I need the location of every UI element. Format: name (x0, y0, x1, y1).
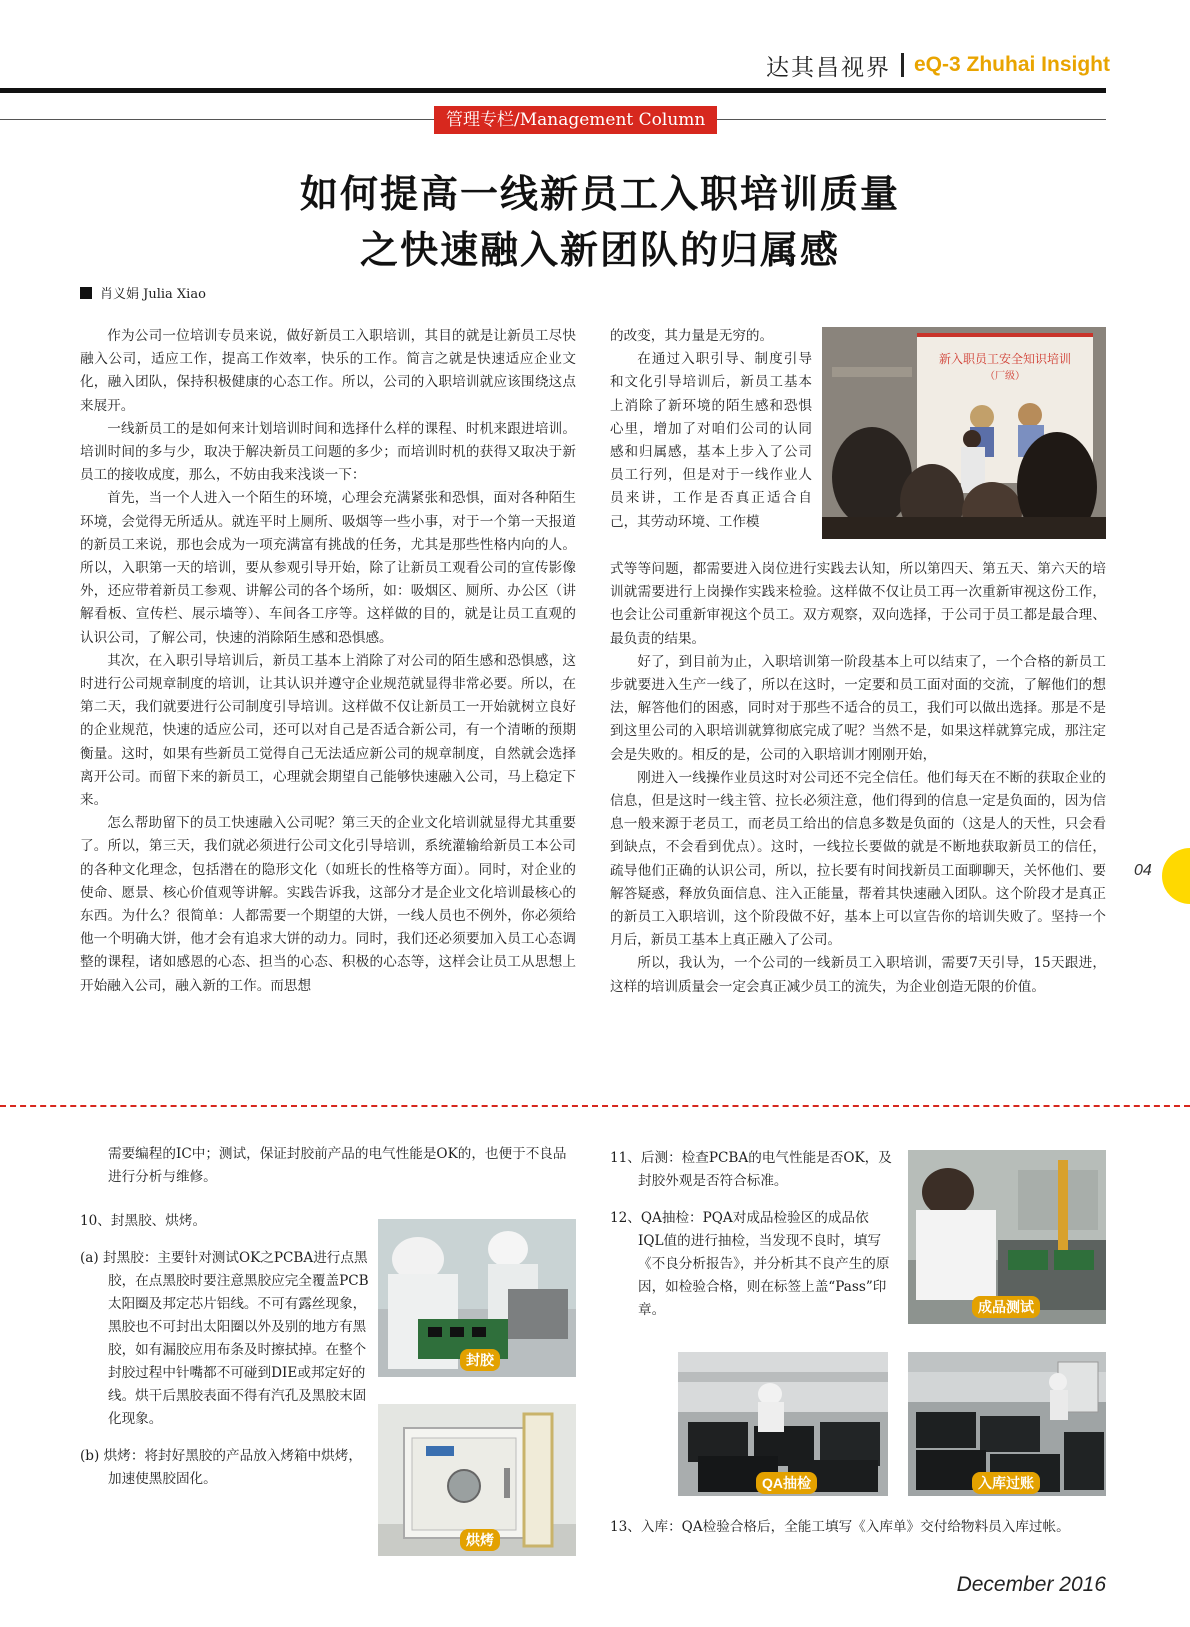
article-column-right-bottom (610, 558, 1106, 999)
paragraph: 式等等问题，都需要进入岗位进行实践去认知，所以第四天、第五天、第六天的培训就需要进行上岗操作实践来检验。这样做不仅让员工再一次重新审视这份工作，也会让公司重新审视这个员工。双方观察，双向选择，于公司于员工都是最合理、最负责的结果。 (610, 561, 1106, 647)
paragraph: 所以，我认为，一个公司的一线新员工入职培训，需要7天引导，15天跟进，这样的培训质量会一定会真正减少员工的流失，为企业创造无限的价值。 (610, 955, 1106, 995)
article-title (140, 166, 1060, 278)
masthead-english: eQ-3 Zhuhai Insight (913, 53, 1110, 76)
process-steps-right (610, 1147, 892, 1336)
issue-date: December 2016 (956, 1573, 1106, 1596)
step-10b: (b) 烘烤：将封好黑胶的产品放入烤箱中烘烤，加速使黑胶固化。 (80, 1448, 362, 1487)
paragraph: 作为公司一位培训专员来说，做好新员工入职培训，其目的就是让新员工尽快融入公司，适应工作，提高工作效率，快乐的工作。简言之就是快速适应企业文化，融入团队，保持积极健康的心态工作。所以，公司的入职培训就应该围绕这点来展开。 (80, 328, 576, 414)
paragraph: 怎么帮助留下的员工快速融入公司呢？第三天的企业文化培训就显得尤其重要了。所以，第三天，我们就必须进行公司文化引导培训，系统灌输给新员工本公司的各种文化理念，包括潜在的隐形文化（如班长的性格等方面）。同时，对企业的使命、愿景、核心价值观等讲解。实践告诉我，这部分才是企业文化培训最核心的东西。为什么？很简单：人都需要一个期望的大饼，一线人员也不例外，你必须给他一个明确大饼，他才会有追求大饼的动力。同时，我们还必须要加入员工心态调整的课程，诸如感恩的心态、担当的心态、积极的心态等，这样会让员工从思想上开始融入公司，融入新的工作。而思想 (80, 815, 576, 994)
paragraph: 一线新员工的是如何来计划培训时间和选择什么样的课程、时机来跟进培训。培训时间的多与少，取决于解决新员工问题的多少；而培训时机的获得又取决于新员工的接收成度，那么，不妨由我来浅谈一下： (80, 420, 576, 484)
qa-check-photo (678, 1352, 888, 1496)
header-rule (0, 88, 1106, 93)
screen-title-text: 新入职员工安全知识培训 (938, 352, 1072, 366)
author-name: 肖义娟 Julia Xiao (100, 287, 206, 302)
caption-warehouse: 入库过账 (972, 1472, 1040, 1494)
baking-photo (378, 1404, 576, 1556)
process-steps-left (80, 1143, 576, 1203)
step-10a: (a) 封黑胶：主要针对测试OK之PCBA进行点黑胶，在点黑胶时要注意黑胶应完全覆盖PCB太阳圈及邦定芯片铝线。不可有露丝现象，黑胶也不可封出太阳圈以外及别的地方有黑胶，如有漏胶应用布条及时擦拭掉。在整个封胶过程中针嘴都不可碰到DIE或邦定好的线。烘干后黑胶表面不得有汽孔及黑胶末固化现象。 (80, 1250, 369, 1427)
process-steps-left-list (80, 1210, 370, 1505)
article-column-left (80, 325, 576, 998)
section-divider (0, 1105, 1190, 1107)
paragraph: 刚进入一线操作业员这时对公司还不完全信任。他们每天在不断的获取企业的信息，但是这时一线主管、拉长必须注意，他们得到的信息一定是负面的，因为信息一般来源于老员工，而老员工给出的信息多数是负面的（这是人的天性，只会看到缺点，不会看到优点）。这时，一线拉长要做的就是不断地获取新员工的信任，疏导他们正确的认识公司，所以，拉长要有时间找新员工面聊聊天，关怀他们、要解答疑惑，释放负面信息、注入正能量，帮着其快速融入团队。这个阶段才是真正的新员工入职培训，这个阶段做不好，基本上可以宣告你的培训失败了。坚持一个月后，新员工基本上真正融入了公司。 (610, 769, 1106, 949)
masthead-divider (901, 53, 904, 77)
caption-sealing: 封胶 (460, 1349, 500, 1371)
masthead-chinese: 达其昌视界 (765, 54, 891, 81)
byline (80, 283, 206, 302)
warehouse-photo (908, 1352, 1106, 1496)
page-number: 04 (1134, 862, 1152, 879)
process-step-13 (610, 1516, 1106, 1553)
paragraph: 好了，到目前为止，入职培训第一阶段基本上可以结束了，一个合格的新员工步就要进入生产一线了，所以在这时，一定要和员工面对面的交流，了解他们的想法，解答他们的困惑，同时对于那些不适合的员工，我们可以做出选择。那是不是到这里公司的入职培训就算彻底完成了呢？当然不是，如果这样就算完成，那注定会是失败的。相反的是，公司的入职培训才刚刚开始， (610, 653, 1106, 763)
training-session-photo (822, 327, 1106, 539)
step-11: 11、后测：检查PCBA的电气性能是否OK，及封胶外观是否符合标准。 (610, 1150, 892, 1189)
paragraph: 其次，在入职引导培训后，新员工基本上消除了对公司的陌生感和恐惧感，这时进行公司规章制度的培训，让其认识并遵守企业规范就显得非常必要。所以，在第二天，我们就要进行公司制度引导培训。这样做不仅让新员工一开始就树立良好的企业规范，快速的适应公司，还可以对自己是否适合新公司，有一个清晰的预期衡量。这时，如果有些新员工觉得自己无法适应新公司的规章制度，自然就会选择离开公司。而留下来的新员工，心理就会期望自己能够快速融入公司，马上稳定下来。 (80, 652, 576, 809)
masthead (760, 48, 1110, 82)
column-tag: 管理专栏/Management Column (434, 106, 717, 134)
paragraph: 在通过入职引导、制度引导和文化引导培训后，新员工基本上消除了新环境的陌生感和恐惧心里，增加了对咱们公司的认同感和归属感，基本上步入了公司员工行列，但是对于一线作业人员来讲，工作是否真正适合自己，其劳动环境、工作模 (610, 351, 812, 530)
paragraph: 首先，当一个人进入一个陌生的环境，心理会充满紧张和恐惧，面对各种陌生环境，会觉得无所适从。就连平时上厕所、吸烟等一些小事，对于一个第一天报道的新员工来说，那也会成为一项充满富有挑战的任务，尤其是那些性格内向的人。所以，入职第一天的培训，要从参观引导开始，除了让新员工观看公司的宣传影像外，还应带着新员工参观、讲解公司的各个场所，如：吸烟区、厕所、办公区（讲解看板、宣传栏、展示墙等）、车间各工序等。这样做的目的，就是让员工直观的认识公司，了解公司，快速的消除陌生感和恐惧感。 (80, 490, 576, 646)
paragraph: 的改变，其力量是无穷的。 (610, 328, 774, 344)
screen-subtitle-text: （厂级） (985, 371, 1025, 382)
caption-baking: 烘烤 (460, 1529, 500, 1551)
final-test-photo (908, 1150, 1106, 1324)
step-13: 13、入库：QA检验合格后，全能工填写《入库单》交付给物料员入库过帐。 (610, 1519, 1070, 1535)
caption-final-test: 成品测试 (972, 1296, 1040, 1318)
page-tab-marker (1162, 848, 1190, 904)
step-10: 10、封黑胶、烘烤。 (80, 1213, 207, 1229)
step-12: 12、QA抽检：PQA对成品检验区的成品依IQL值的进行抽检，当发现不良时，填写《不良分析报告》，并分析其不良产生的原因，如检验合格，则在标签上盖“Pass”印章。 (610, 1210, 890, 1318)
article-column-right-top (610, 325, 812, 534)
sealing-photo (378, 1219, 576, 1377)
title-line-2: 之快速融入新团队的归属感 (359, 227, 840, 272)
byline-square-icon (80, 287, 92, 299)
title-line-1: 如何提高一线新员工入职培训质量 (299, 171, 900, 216)
caption-qa-check: QA抽检 (756, 1472, 817, 1494)
step-9-continued: 需要编程的IC中；测试，保证封胶前产品的电气性能是OK的，也便于不良品进行分析与维修。 (108, 1146, 567, 1185)
